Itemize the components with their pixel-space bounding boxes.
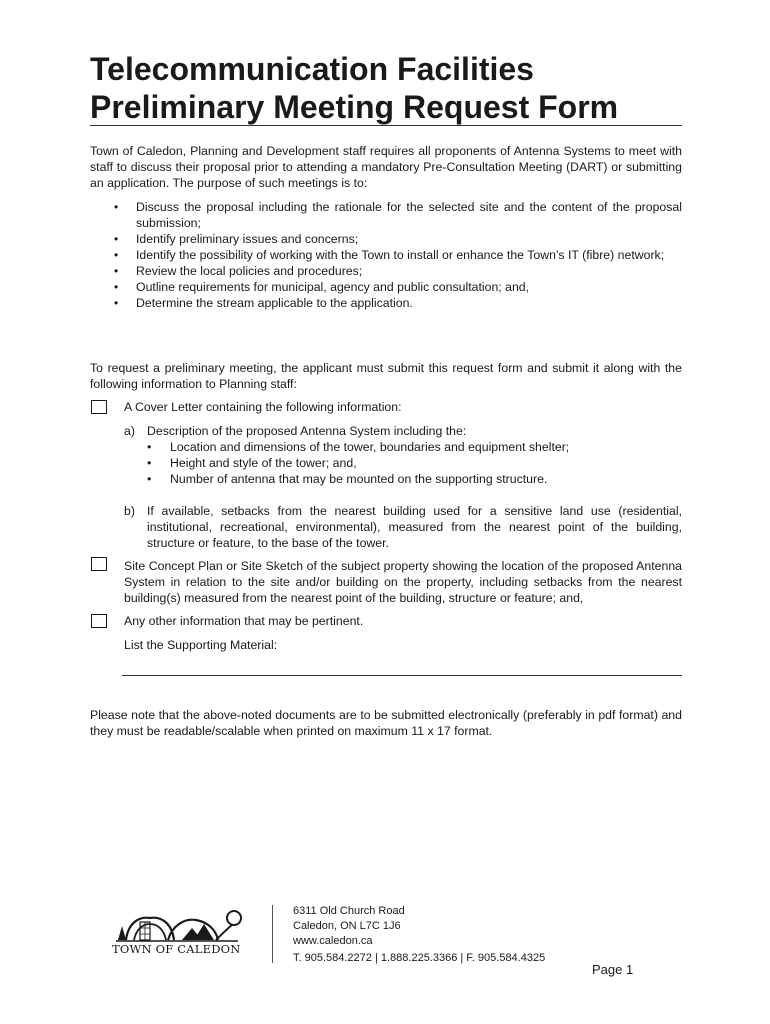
tower-detail-item: • Height and style of the tower; and, (147, 455, 682, 471)
cover-letter-checkbox[interactable] (91, 400, 107, 414)
purpose-item: • Identify preliminary issues and concerns; (90, 231, 682, 247)
sub-item-a-marker: a) (124, 424, 135, 438)
other-info-checkbox[interactable] (91, 614, 107, 628)
sub-item-b-marker: b) (124, 504, 135, 518)
title-divider (90, 125, 682, 126)
tower-detail-item: • Location and dimensions of the tower, boundaries and equipment shelter; (147, 439, 682, 455)
site-plan-checkbox[interactable] (91, 557, 107, 571)
request-intro-paragraph: To request a preliminary meeting, the applicant must submit this request form and submit it along with the following information to Planning staff: (90, 361, 682, 391)
purpose-item: • Discuss the proposal including the rationale for the selected site and the content of the proposal submission; (90, 199, 682, 231)
purpose-item: • Outline requirements for municipal, agency and public consultation; and, (90, 279, 682, 295)
purpose-item: • Identify the possibility of working with the Town to install or enhance the Town’s IT (fibre) network; (90, 247, 682, 263)
footer-address-line-2: Caledon, ON L7C 1J6 (293, 920, 401, 932)
other-info-label: Any other information that may be pertinent. (124, 614, 364, 628)
logo-wordmark: TOWN OF CALEDON (112, 942, 241, 956)
sub-item-a-text: Description of the proposed Antenna System including the: (147, 424, 467, 438)
title-line-2: Preliminary Meeting Request Form (90, 89, 619, 125)
footer-website: www.caledon.ca (293, 935, 373, 947)
tower-details-list (147, 439, 682, 487)
cover-letter-label: A Cover Letter containing the following information: (124, 400, 402, 414)
sub-item-b (124, 503, 682, 551)
footer-address-line-1: 6311 Old Church Road (293, 905, 405, 917)
purpose-item: • Determine the stream applicable to the application. (90, 295, 682, 311)
page-title (90, 50, 690, 126)
submission-note: Please note that the above-noted documents are to be submitted electronically (preferably in pdf format) and they must be readable/scalable when printed on maximum 11 x 17 format. (90, 708, 682, 738)
supporting-material-input-line[interactable] (122, 675, 682, 676)
purpose-item: • Review the local policies and procedures; (90, 263, 682, 279)
footer-divider (272, 905, 273, 963)
footer-phones: T. 905.584.2272 | 1.888.225.3366 | F. 905.584.4325 (293, 952, 546, 964)
site-plan-label: Site Concept Plan or Site Sketch of the subject property showing the location of the proposed Antenna System in relation to the site and/or building on the property, including setbacks from the nearest building(s) measured from the nearest point of the building, structure or feature; and, (124, 559, 682, 605)
purpose-list (90, 199, 682, 311)
supporting-material-label: List the Supporting Material: (124, 638, 278, 652)
sub-item-a (124, 423, 682, 439)
title-line-1: Telecommunication Facilities (90, 51, 534, 87)
page-number: Page 1 (592, 962, 634, 977)
intro-paragraph: Town of Caledon, Planning and Development staff requires all proponents of Antenna Systems to meet with staff to discuss their proposal prior to attending a mandatory Pre-Consultation Meeting (DART) or submitting an application. The purpose of such meetings is to: (90, 144, 682, 190)
sub-item-b-text: If available, setbacks from the nearest building used for a sensitive land use (residential, institutional, recreational, environmental), measured from the nearest point of the building, structure or feature, to the base of the tower. (147, 504, 682, 550)
town-of-caledon-logo (112, 906, 252, 958)
tower-detail-item: • Number of antenna that may be mounted on the supporting structure. (147, 471, 682, 487)
